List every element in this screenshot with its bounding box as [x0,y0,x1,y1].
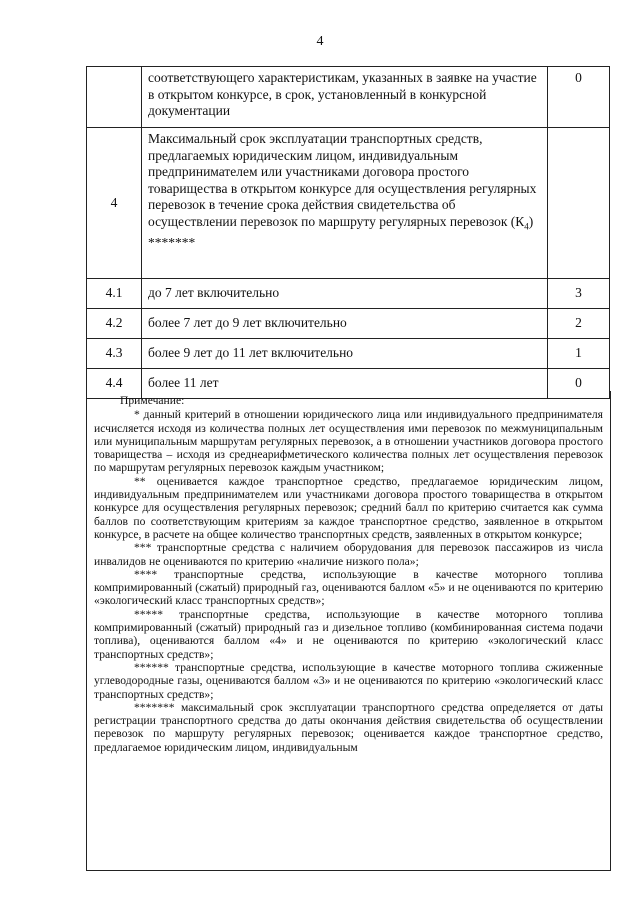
note-item: ** оценивается каждое транспортное средство, предлагаемое юридическим лицом, индивидуальным предпринимателем или участниками договора простого товарищества в открытом конкурсе для осуществления регулярных перевозок; средний балл по критерию считается как сумма баллов по соответствующим критериям за каждое транспортное средство, заявленное в открытом конкурсе, в расчете на общее количество транспортных средств, заявленных в открытом конкурсе; [94,474,603,541]
note-item: * данный критерий в отношении юридического лица или индивидуального предпринимателя исчисляется исходя из количества полных лет осуществления ими перевозок по межмуниципальным или муниципальным маршрутам регулярных перевозок, а в отношении участников договора простого товарищества – исходя из среднеарифметического количества полных лет осуществления перевозок по маршрутам регулярных перевозок каждым участником; [94,408,603,475]
criterion-text-main: Максимальный срок эксплуатации транспортных средств, предлагаемых юридическим лицом, индивидуальным предпринимателем или участниками договора простого товарищества в открытом конкурсе для осуществления регулярных перевозок в течение срока действия свидетельства об осуществлении перевозок по маршруту регулярных перевозок (К [148,131,537,229]
criteria-table [86,66,610,399]
row-number: 4.1 [87,279,142,309]
page-number: 4 [316,34,324,49]
table-row [87,128,610,279]
row-score: 0 [548,67,610,128]
row-criterion-text: более 11 лет [142,369,548,399]
row-score [548,128,610,279]
table-row [87,279,610,309]
row-criterion-text: более 7 лет до 9 лет включительно [142,309,548,339]
row-number: 4.4 [87,369,142,399]
row-number: 4.2 [87,309,142,339]
row-criterion-text [142,128,548,279]
row-criterion-text: более 9 лет до 11 лет включительно [142,339,548,369]
row-score: 1 [548,339,610,369]
table-row [87,339,610,369]
row-number: 4.3 [87,339,142,369]
row-number [87,67,142,128]
criterion-text-tail: ) ******* [148,213,534,250]
notes-section [86,391,611,871]
note-item: ****** транспортные средства, использующие в качестве моторного топлива сжиженные углеводородные газы, оцениваются баллом «3» и не оцениваются по критерию «экологический класс транспортных средств»; [94,660,603,701]
notes-title: Примечание: [120,394,185,407]
table-row [87,309,610,339]
note-item: *** транспортные средства с наличием оборудования для перевозок пассажиров из числа инвалидов не оцениваются по критерию «наличие низкого пола»; [94,541,603,568]
row-criterion-text: соответствующего характеристикам, указанных в заявке на участие в открытом конкурсе, в срок, установленный в конкурсной документации [142,67,548,128]
table-row [87,67,610,128]
row-number: 4 [87,128,142,279]
note-item: ***** транспортные средства, использующие в качестве моторного топлива компримированный (сжатый) природный газ и дизельное топливо (комбинированная система подачи топлива), оцениваются баллом «4» и не оцениваются по критерию «экологический класс транспортных средств»; [94,607,603,661]
note-item: **** транспортные средства, использующие в качестве моторного топлива компримированный (сжатый) природный газ, оцениваются баллом «5» и не оцениваются по критерию «экологический класс транспортных средств»; [94,567,603,608]
row-criterion-text: до 7 лет включительно [142,279,548,309]
criterion-subscript: 4 [524,221,529,232]
row-score: 0 [548,369,610,399]
row-score: 2 [548,309,610,339]
note-item: ******* максимальный срок эксплуатации транспортного средства определяется от даты регистрации транспортного средства до даты окончания действия свидетельства об осуществлении перевозок по маршруту регулярных перевозок; оценивается каждое транспортное средство, предлагаемое юридическим лицом, индивидуальным [94,700,603,754]
row-score: 3 [548,279,610,309]
